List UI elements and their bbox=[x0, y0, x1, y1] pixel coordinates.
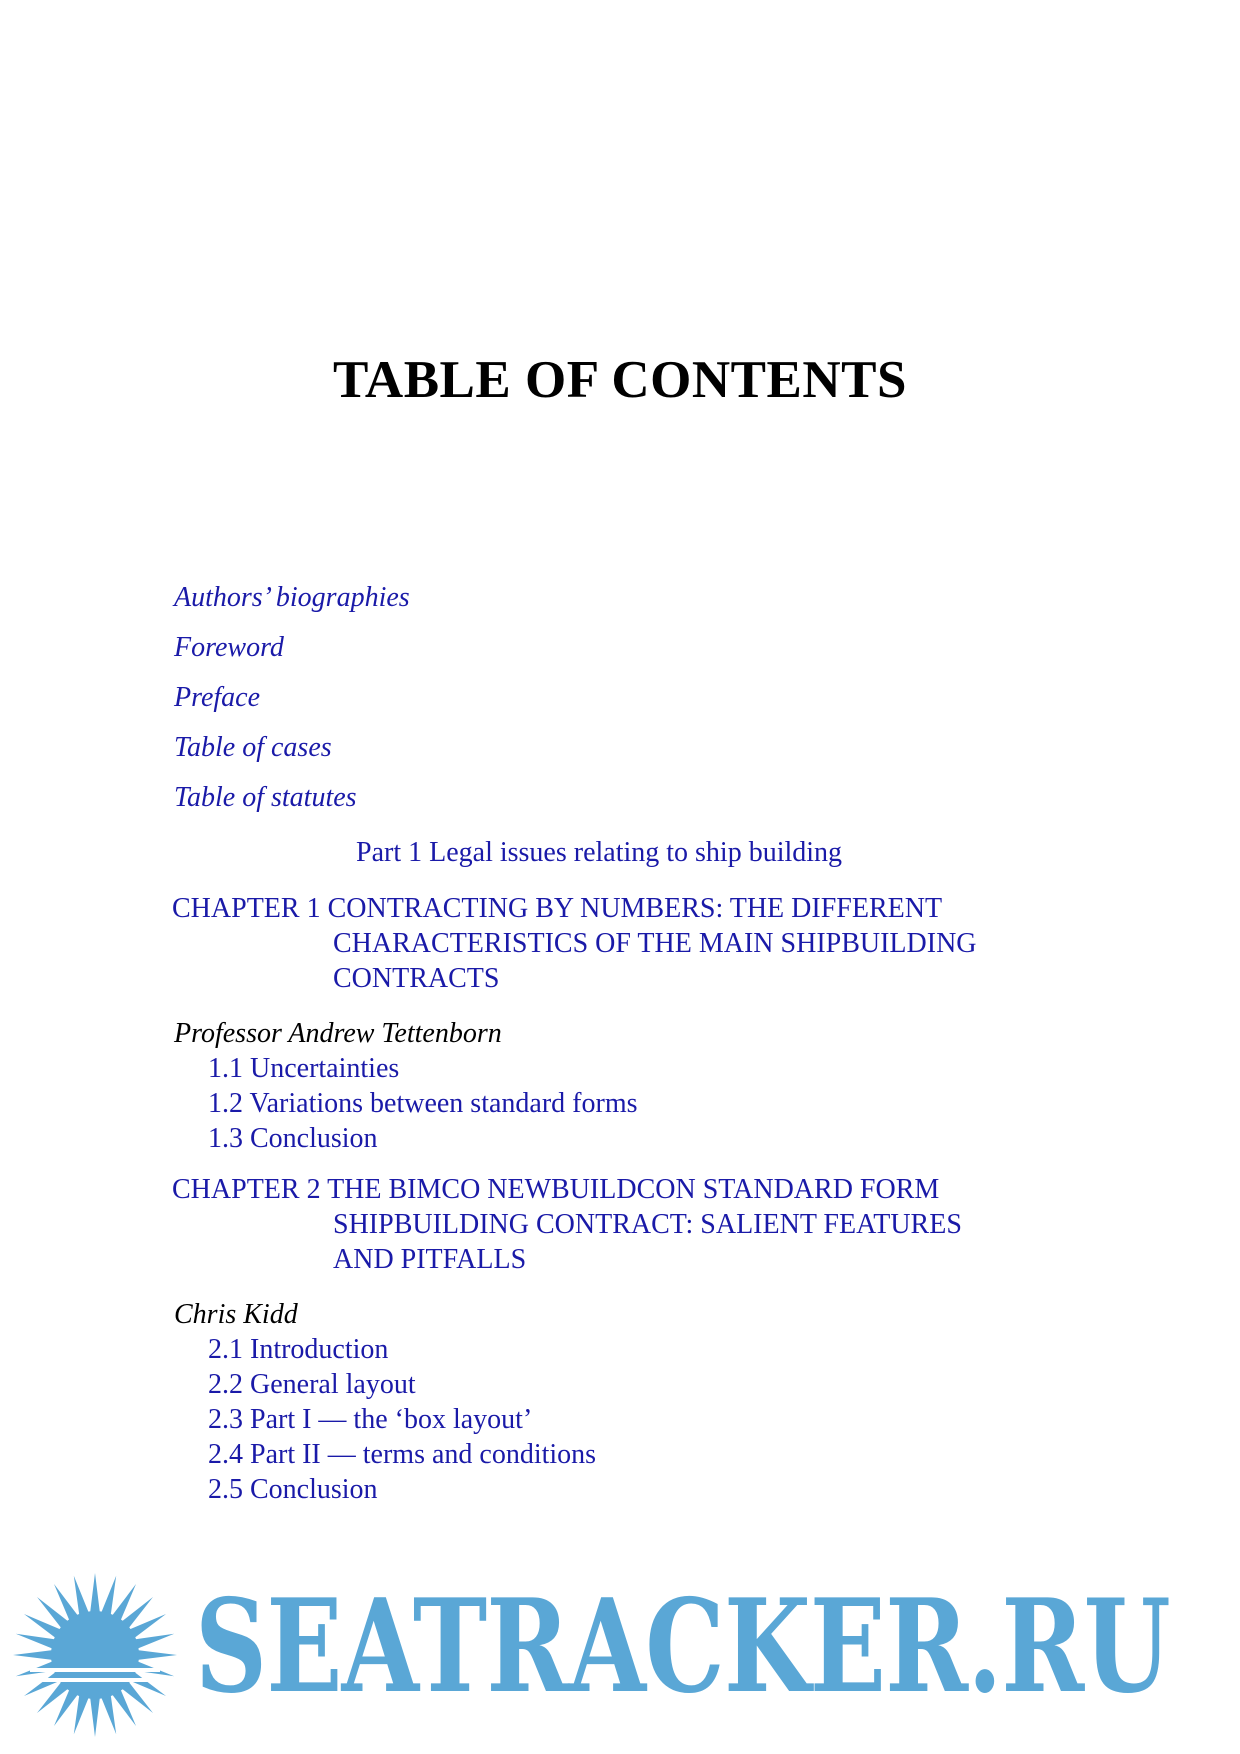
page-title: TABLE OF CONTENTS bbox=[333, 351, 907, 409]
toc-link-table-of-cases[interactable]: Table of cases bbox=[174, 732, 332, 763]
chapter-1-line-2: CHARACTERISTICS OF THE MAIN SHIPBUILDING bbox=[333, 928, 977, 959]
toc-link-section-2-4[interactable]: 2.4 Part II — terms and conditions bbox=[208, 1439, 597, 1470]
chapter-2-line-1: CHAPTER 2 THE BIMCO NEWBUILDCON STANDARD FORM bbox=[172, 1174, 940, 1205]
toc-link-section-1-1[interactable]: 1.1 Uncertainties bbox=[208, 1053, 400, 1084]
toc-link-table-of-statutes[interactable]: Table of statutes bbox=[174, 782, 357, 813]
chapter-1-line-3: CONTRACTS bbox=[333, 963, 500, 994]
toc-link-section-2-1[interactable]: 2.1 Introduction bbox=[208, 1334, 389, 1365]
toc-link-section-2-5[interactable]: 2.5 Conclusion bbox=[208, 1474, 378, 1505]
toc-link-section-2-2[interactable]: 2.2 General layout bbox=[208, 1369, 416, 1400]
chapter-2-line-3: AND PITFALLS bbox=[333, 1244, 527, 1275]
toc-link-section-1-2[interactable]: 1.2 Variations between standard forms bbox=[208, 1088, 638, 1119]
toc-link-authors-biographies[interactable]: Authors’ biographies bbox=[174, 582, 410, 613]
chapter-1-author: Professor Andrew Tettenborn bbox=[174, 1018, 502, 1049]
chapter-2-author: Chris Kidd bbox=[174, 1299, 298, 1330]
chapter-1-line-1: CHAPTER 1 CONTRACTING BY NUMBERS: THE DIFFERENT bbox=[172, 893, 943, 924]
toc-link-foreword[interactable]: Foreword bbox=[174, 632, 284, 663]
toc-link-part-1[interactable]: Part 1 Legal issues relating to ship building bbox=[356, 837, 843, 868]
chapter-2-line-2: SHIPBUILDING CONTRACT: SALIENT FEATURES bbox=[333, 1209, 962, 1240]
sunburst-icon bbox=[10, 1570, 180, 1740]
toc-link-preface[interactable]: Preface bbox=[174, 682, 261, 713]
toc-link-section-2-3[interactable]: 2.3 Part I — the ‘box layout’ bbox=[208, 1404, 533, 1435]
toc-link-section-1-3[interactable]: 1.3 Conclusion bbox=[208, 1123, 378, 1154]
watermark-logo: SEATRACKER.RU bbox=[195, 1572, 1170, 1722]
